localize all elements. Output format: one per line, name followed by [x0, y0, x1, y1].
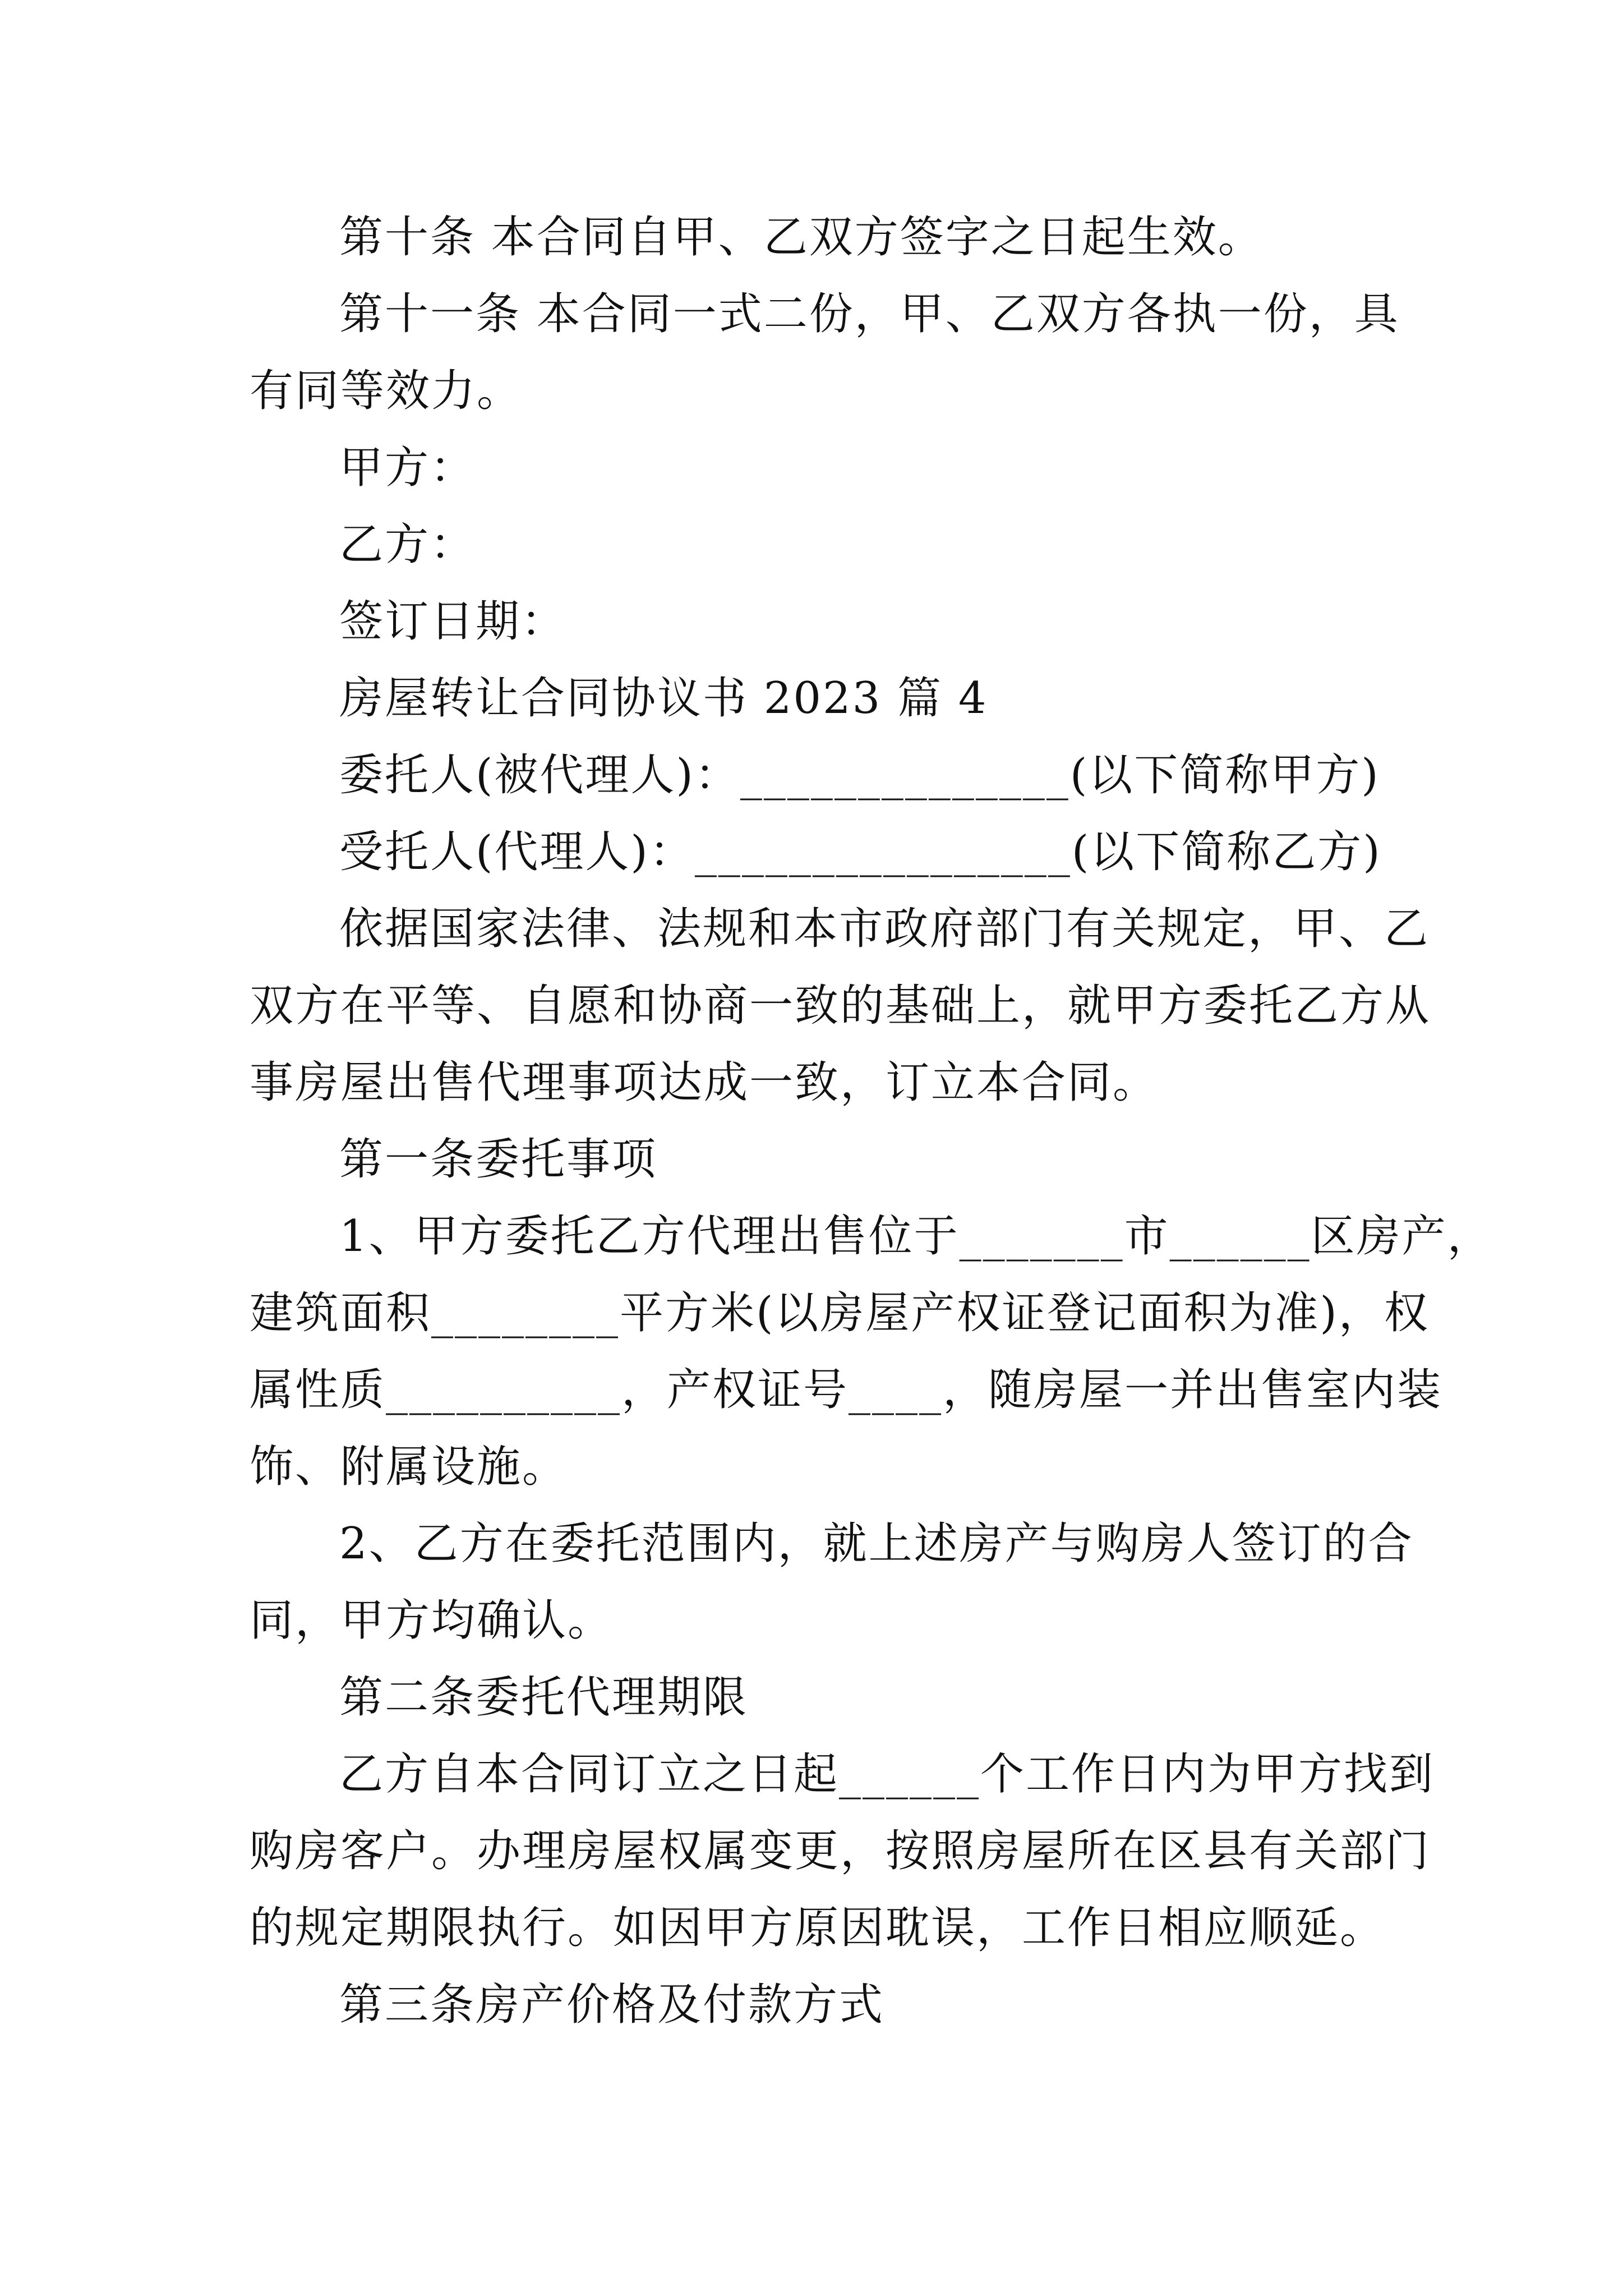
- preamble-line-3: 事房屋出售代理事项达成一致，订立本合同。: [250, 1057, 1159, 1108]
- article-1-item-1-line-4: 饰、附属设施。: [250, 1442, 568, 1492]
- article-2-line-1: 乙方自本合同订立之日起______个工作日内为甲方找到: [339, 1749, 1435, 1800]
- preamble-line-1: 依据国家法律、法规和本市政府部门有关规定，甲、乙: [339, 904, 1430, 954]
- agent-line: 受托人(代理人)：________________(以下简称乙方): [339, 827, 1382, 877]
- article-2-heading: 第二条委托代理期限: [339, 1672, 749, 1723]
- article-1-item-1-line-1: 1、甲方委托乙方代理出售位于_______市______区房产，: [339, 1211, 1493, 1262]
- party-b-signature-label: 乙方：: [339, 519, 476, 570]
- article-1-item-1-line-2: 建筑面积________平方米(以房屋产权证登记面积为准)，权: [250, 1288, 1430, 1338]
- article-1-item-2-line-2: 同，甲方均确认。: [250, 1595, 614, 1646]
- article-10-line: 第十条 本合同自甲、乙双方签字之日起生效。: [339, 212, 1264, 263]
- article-11-line-1: 第十一条 本合同一式二份，甲、乙双方各执一份，具: [339, 289, 1400, 339]
- article-3-heading: 第三条房产价格及付款方式: [339, 1980, 885, 2030]
- signing-date-label: 签订日期：: [339, 596, 567, 647]
- principal-line: 委托人(被代理人)：______________(以下简称甲方): [339, 750, 1380, 800]
- article-2-line-3: 的规定期限执行。如因甲方原因耽误，工作日相应顺延。: [250, 1903, 1386, 1953]
- article-11-line-2: 有同等效力。: [250, 366, 523, 416]
- article-1-item-1-line-3: 属性质__________，产权证号____，随房屋一并出售室内装: [250, 1365, 1443, 1415]
- section-title: 房屋转让合同协议书 2023 篇 4: [339, 673, 988, 724]
- party-a-signature-label: 甲方：: [339, 443, 476, 493]
- article-1-item-2-line-1: 2、乙方在委托范围内，就上述房产与购房人签订的合: [339, 1519, 1414, 1569]
- preamble-line-2: 双方在平等、自愿和协商一致的基础上，就甲方委托乙方从: [250, 981, 1431, 1031]
- article-2-line-2: 购房客户。办理房屋权属变更，按照房屋所在区县有关部门: [250, 1826, 1431, 1876]
- article-1-heading: 第一条委托事项: [339, 1134, 658, 1185]
- document-body: [250, 199, 1493, 2044]
